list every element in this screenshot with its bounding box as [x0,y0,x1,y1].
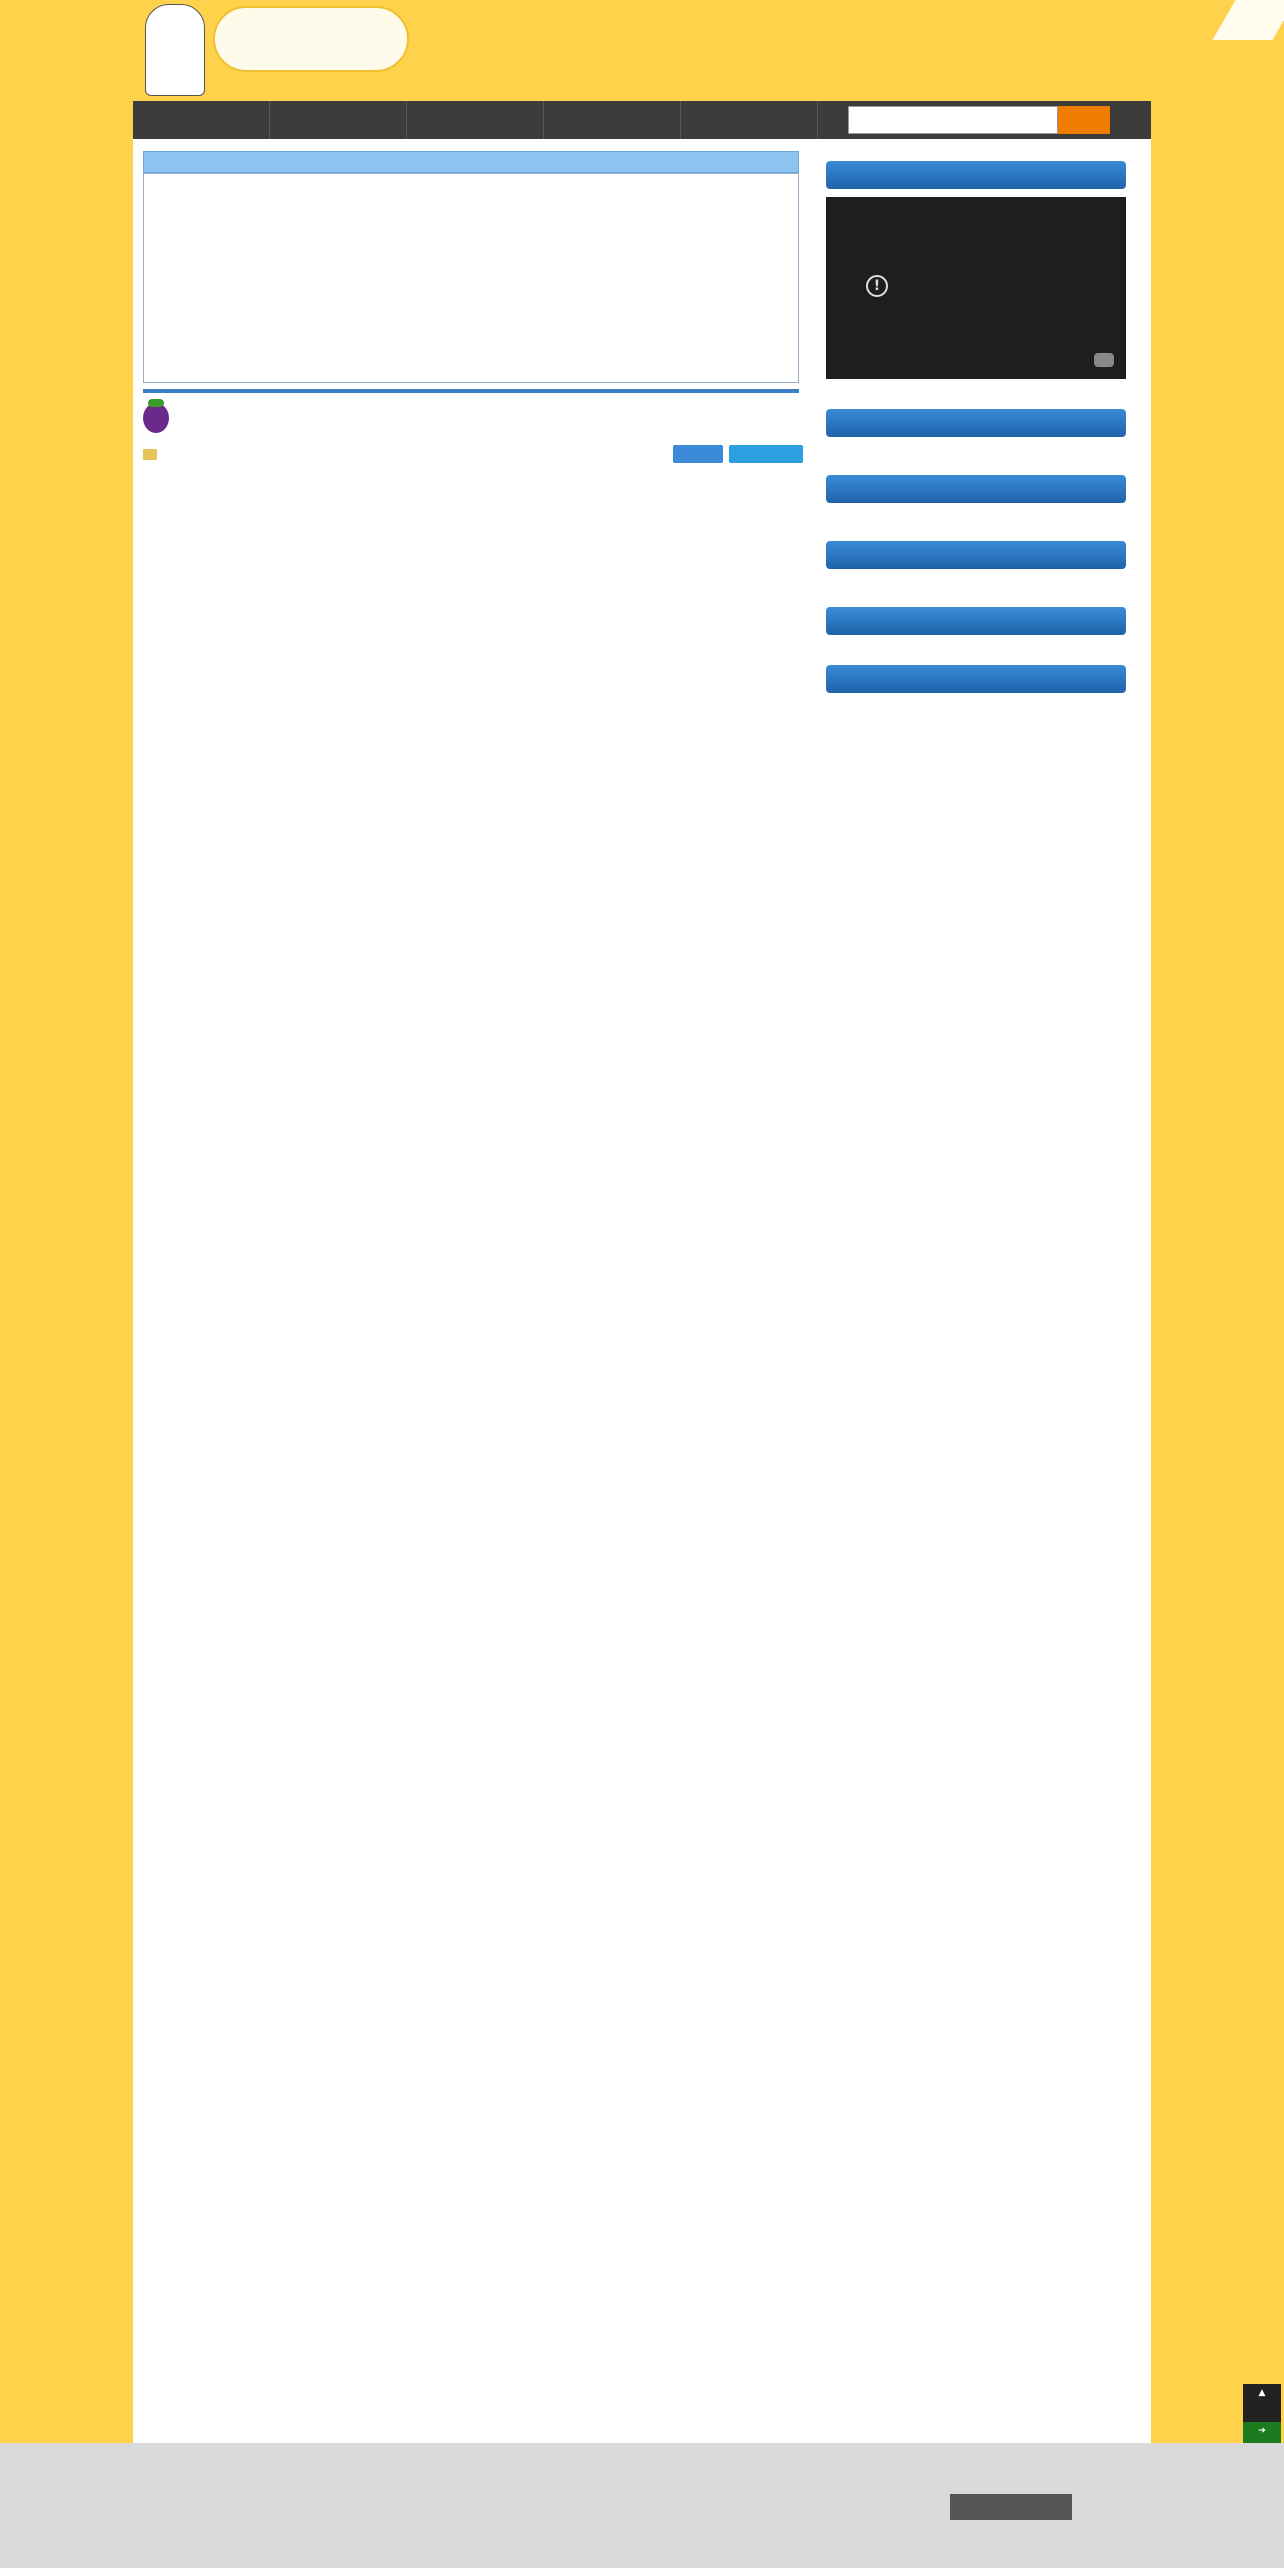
widget-gallery-title [826,541,1126,569]
scroll-top-button[interactable] [1243,2384,1281,2422]
widget-tora-title [826,161,1126,189]
antenna-tabs [143,151,799,173]
header [133,0,1153,100]
nav-twitter[interactable] [681,101,818,139]
nav-about[interactable] [133,101,270,139]
search-button[interactable] [1058,106,1110,134]
mascot-logo[interactable] [145,4,205,96]
arrow-up-icon: ▲ [1258,2388,1266,2398]
widget-popular-title [826,475,1126,503]
nav-contact[interactable] [270,101,407,139]
site-logo[interactable] [213,6,409,72]
hatena-bookmark-button[interactable] [673,445,723,463]
tweet-button[interactable] [729,445,803,463]
divider [143,389,799,393]
page-body [133,139,1151,2568]
sidebar [826,161,1126,693]
main-column [143,151,803,465]
cookie-close-button[interactable] [950,2494,1072,2520]
widget-archive-title [826,607,1126,635]
youtube-icon[interactable] [1094,353,1114,367]
search-input[interactable] [848,106,1058,134]
alert-icon: ! [866,275,888,297]
calendar-header [826,665,1126,693]
video-player[interactable] [826,197,1126,379]
nav-all-articles[interactable] [544,101,681,139]
antenna-headlines [143,173,799,383]
nav-submit[interactable] [407,101,544,139]
eggplant-icon [143,403,169,433]
folder-icon [143,449,157,460]
cookie-banner [0,2443,1284,2568]
arrow-right-icon: ➔ [1258,2426,1266,2436]
widget-recent-title [826,409,1126,437]
global-nav [133,101,1151,139]
corner-ribbon[interactable] [1212,0,1284,40]
